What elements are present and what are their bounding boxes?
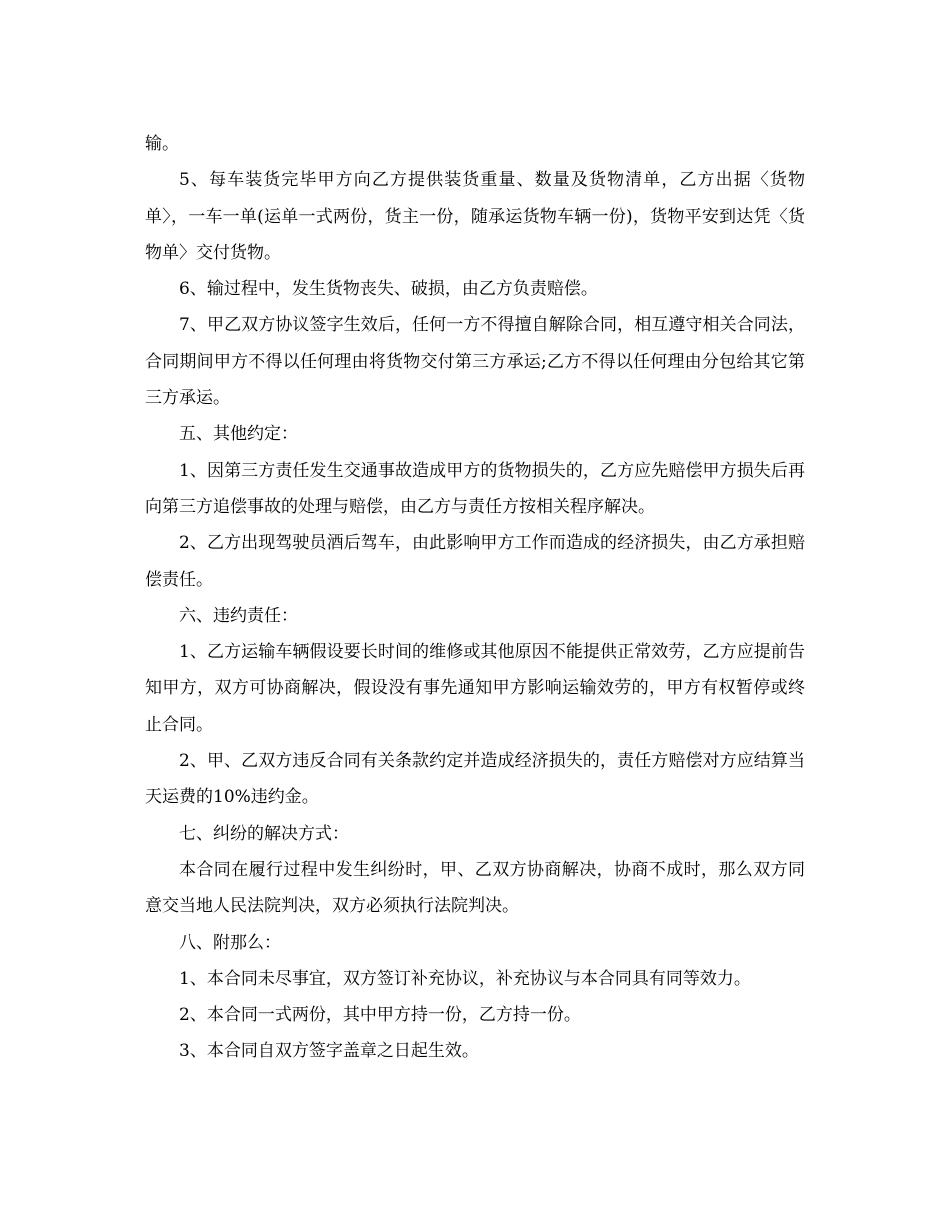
paragraph-supplementary-3: 3、本合同自双方签字盖章之日起生效。 bbox=[179, 1041, 479, 1062]
paragraph-continuation: 输。 bbox=[145, 134, 179, 154]
paragraph-supplementary-1: 1、本合同未尽事宜，双方签订补充协议，补充协议与本合同具有同等效力。 bbox=[179, 968, 751, 989]
paragraph-other-terms-1: 1、因第三方责任发生交通事故造成甲方的货物损失的，乙方应先赔偿甲方损失后再向第三方追偿事故的处理与赔偿，由乙方与责任方按相关程序解决。 bbox=[145, 460, 805, 517]
section-heading-liability: 六、违约责任： bbox=[179, 605, 298, 626]
paragraph-liability-1: 1、乙方运输车辆假设要长时间的维修或其他原因不能提供正常效劳，乙方应提前告知甲方，双方可协商解决，假设没有事先通知甲方影响运输效劳的，甲方有权暂停或终止合同。 bbox=[145, 642, 805, 735]
paragraph-disputes: 本合同在履行过程中发生纠纷时，甲、乙双方协商解决，协商不成时，那么双方同意交当地人民法院判决，双方必须执行法院判决。 bbox=[145, 859, 805, 917]
section-heading-disputes: 七、纠纷的解决方式： bbox=[179, 823, 349, 844]
paragraph-clause-5: 5、每车装货完毕甲方向乙方提供装货重量、数量及货物清单，乙方出据〈货物单〉，一车一单(运单一式两份，货主一份，随承运货物车辆一份)，货物平安到达凭〈货物单〉交付货物。 bbox=[145, 170, 805, 263]
paragraph-supplementary-2: 2、本合同一式两份，其中甲方持一份，乙方持一份。 bbox=[179, 1005, 581, 1026]
paragraph-clause-6: 6、输过程中，发生货物丧失、破损，由乙方负责赔偿。 bbox=[179, 279, 598, 300]
section-heading-supplementary: 八、附那么： bbox=[179, 932, 281, 953]
paragraph-liability-2: 2、甲、乙双方违反合同有关条款约定并造成经济损失的，责任方赔偿对方应结算当天运费的10%违约金。 bbox=[145, 751, 805, 808]
document-body bbox=[145, 126, 805, 1070]
paragraph-clause-7: 7、甲乙双方协议签字生效后，任何一方不得擅自解除合同，相互遵守相关合同法，合同期间甲方不得以任何理由将货物交付第三方承运;乙方不得以任何理由分包给其它第三方承运。 bbox=[145, 315, 805, 409]
section-heading-other-terms: 五、其他约定： bbox=[179, 424, 298, 445]
paragraph-other-terms-2: 2、乙方出现驾驶员酒后驾车，由此影响甲方工作而造成的经济损失，由乙方承担赔偿责任。 bbox=[145, 533, 805, 590]
